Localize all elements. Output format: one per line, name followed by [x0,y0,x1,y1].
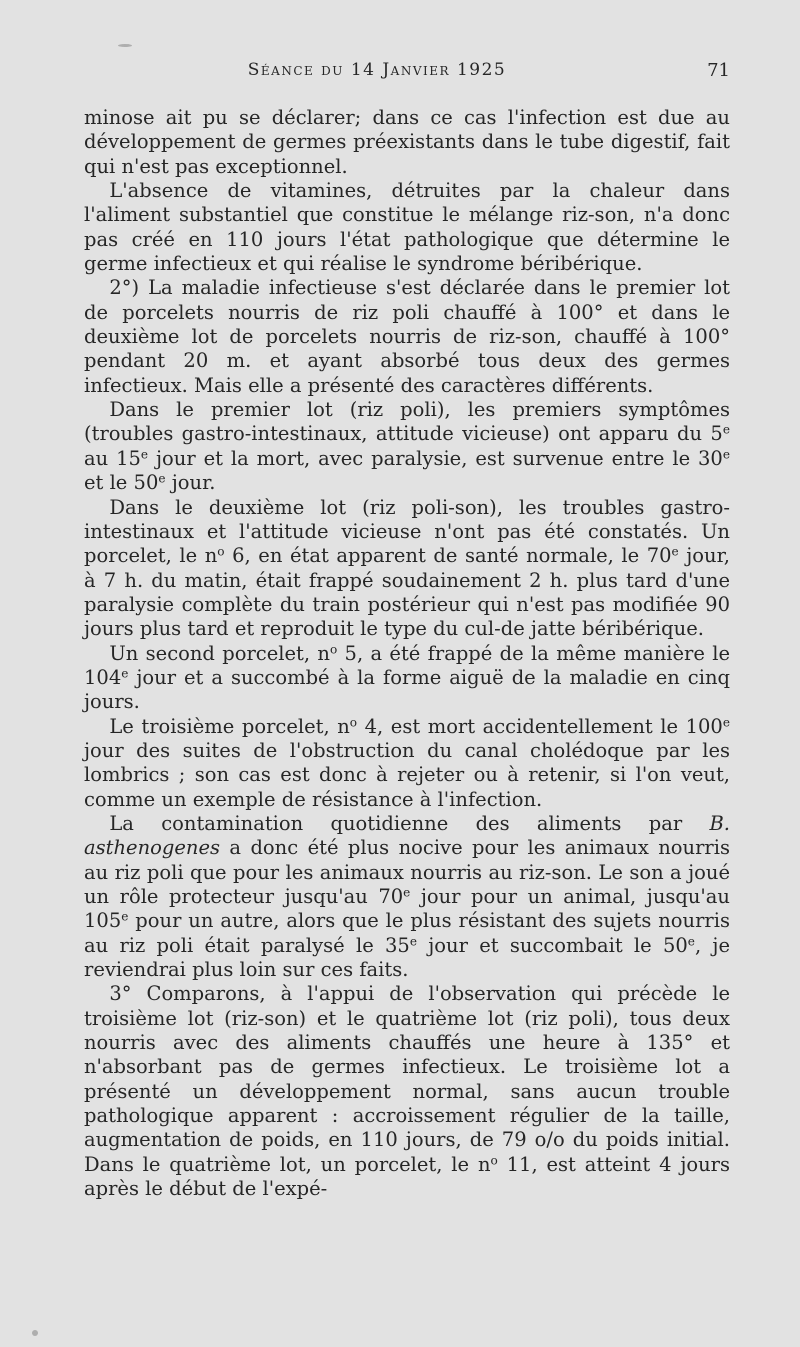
paragraph: 2°) La maladie infectieuse s'est déclarée dans le premier lot de porcelets nourris de riz poli chauffé à 100° et dans le deuxième lot de porcelets nourris de riz-son, chauffé à 100° pendant 20 m. et ayant absorbé tous deux des germes infectieux. Mais elle a présenté des caractères différents. [84,276,730,397]
paragraph: La contamination quotidienne des aliments par B. asthenogenes a donc été plus nocive pour les animaux nourris au riz poli que pour les animaux nourris au riz-son. Le son a joué un rôle protecteur jusqu'au 70e jour pour un animal, jusqu'au 105e pour un autre, alors que le plus résistant des sujets nourris au riz poli était paralysé le 35e jour et succombait le 50e, je reviendrai plus loin sur ces faits. [84,811,731,982]
body-text [84,106,730,1201]
paragraph: L'absence de vitamines, détruites par la chaleur dans l'aliment substantiel que constitue le mélange riz-son, n'a donc pas créé en 110 jours l'état pathologique que détermine le germe infectieux et qui réalise le syndrome béribérique. [84,179,730,276]
ink-speck [32,1330,38,1336]
species-name: B. asthenogenes [84,811,730,860]
paragraph: minose ait pu se déclarer; dans ce cas l'infection est due au développement de germes préexistants dans le tube digestif, fait qui n'est pas exceptionnel. [84,106,730,178]
paragraph: Dans le premier lot (riz poli), les premiers symptômes (troubles gastro-intestinaux, attitude vicieuse) ont apparu du 5e au 15e jour et la mort, avec paralysie, est survenue entre le 30e et le 50e jour. [84,398,730,495]
page-header [84,60,730,90]
paragraph: Un second porcelet, $n^o$ 5, a été frappé de la même manière le 104e jour et a succombé à la forme aiguë de la maladie en cinq jours. [84,641,730,714]
running-head: Séance du 14 Janvier 1925 [247,60,507,80]
ink-smudge [118,44,132,47]
paragraph: 3° Comparons, à l'appui de l'observation qui précède le troisième lot (riz-son) et le quatrième lot (riz poli), tous deux nourris avec des aliments chauffés une heure à 135° et n'absorbant pas de germes infectieux. Le troisième lot a présenté un développement normal, sans aucun trouble pathologique apparent : accroissement régulier de la taille, augmentation de poids, en 110 jours, de 79 o/o du poids initial. Dans le quatrième lot, un porcelet, le $n^o$ 11, est atteint 4 jours après le début de l'expé- [84,982,730,1201]
paragraph: Dans le deuxième lot (riz poli-son), les troubles gastro-intestinaux et l'attitude vicieuse n'ont pas été constatés. Un porcelet, le $n^o$ 6, en état apparent de santé normale, le 70e jour, à 7 h. du matin, était frappé soudainement 2 h. plus tard d'une paralysie complète du train postérieur qui n'est pas modifiée 90 jours plus tard et reproduit le type du cul-de jatte béribérique. [84,495,730,641]
paragraph: Le troisième porcelet, $n^o$ 4, est mort accidentellement le 100e jour des suites de l'obstruction du canal cholédoque par les lombrics ; son cas est donc à rejeter ou à retenir, si l'on veut, comme un exemple de résistance à l'infection. [84,714,730,811]
page-number: 71 [707,60,730,81]
